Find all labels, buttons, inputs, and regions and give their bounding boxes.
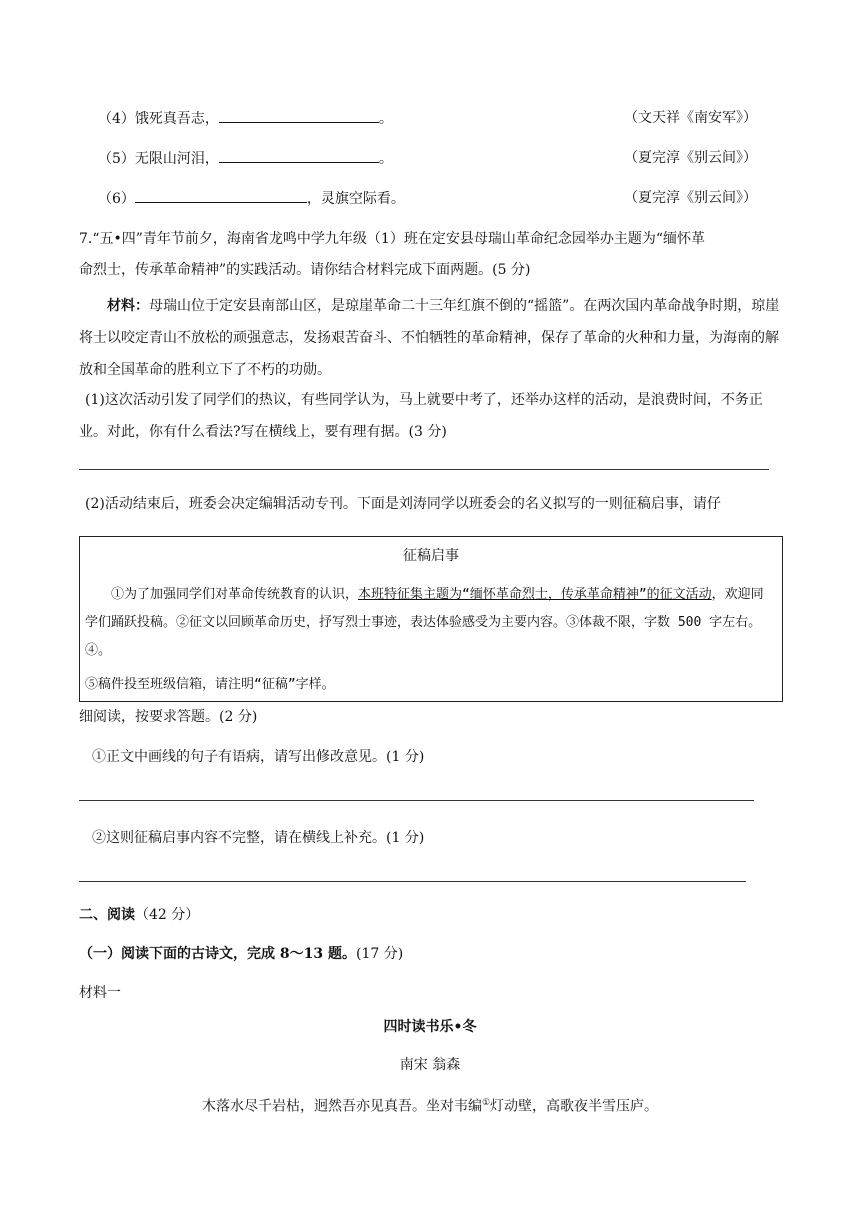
section-score: （42 分） [135, 907, 200, 923]
underlined-sentence: 本班特征集主题为“缅怀革命烈士，传承革命精神”的征文活动 [358, 587, 712, 602]
material-one-label: 材料一 [79, 985, 121, 1001]
item-number: （6） [98, 191, 135, 207]
item-source: （夏完淳《别云间》） [624, 150, 757, 166]
notice-box [79, 536, 783, 702]
answer-blank[interactable] [219, 108, 379, 123]
item-text: 饿死真吾志， [134, 111, 219, 127]
q7-line-2: 命烈士，传承革命精神”的实践活动。请你结合材料完成下面两题。(5 分) [79, 262, 531, 278]
material-text: 母瑞山位于定安县南部山区，是琼崖革命二十三年红旗不倒的“摇篮”。在两次国内革命战争时期，琼崖将士以咬定青山不放松的顽强意志，发扬艰苦奋斗、不怕牺牲的革命精神，保存了革命的火种和力量，为海南的解放和全国革命的胜利立下了不朽的功勋。 [79, 298, 780, 378]
q7-sub2-b: ②这则征稿启事内容不完整，请在横线上补充。(1 分) [92, 830, 425, 846]
answer-blank[interactable] [135, 188, 307, 203]
q7-sub1: (1)这次活动引发了同学们的热议，有些同学认为，马上就要中考了，还举办这样的活动，是浪费时间，不务正业。对此，你有什么看法?写在横线上，要有理有据。(3 分) [79, 392, 763, 440]
item-source: （夏完淳《别云间》） [624, 190, 757, 206]
item-text: 。 [378, 111, 393, 127]
poem-text: 灯动壁，高歌夜半雪压庐。 [490, 1098, 659, 1115]
section-heading [79, 905, 199, 925]
q7-line-1: 7.“五•四”青年节前夕，海南省龙鸣中学九年级（1）班在定安县母瑞山革命纪念园举办主题为“缅怀革 [79, 231, 705, 247]
sub-heading-score: (17 分) [355, 946, 404, 962]
notice-title: 征稿启事 [403, 548, 459, 564]
item-text: 。 [378, 151, 393, 167]
poem-author: 南宋 翁森 [399, 1057, 461, 1073]
notice-paragraph-5: ⑤稿件投至班级信箱，请注明“征稿”字样。 [85, 677, 335, 692]
notice-paragraph-1 [85, 581, 776, 665]
q7-sub2-a: ①正文中画线的句子有语病，请写出修改意见。(1 分) [92, 749, 425, 765]
section-title: 二、阅读 [79, 907, 135, 923]
notice-body [85, 581, 776, 699]
poem-line [0, 1093, 860, 1117]
item-number: （4） [98, 111, 135, 127]
item-text: ，灵旗空际看。 [306, 191, 405, 207]
item-text: 无限山河泪， [134, 151, 219, 167]
q7-sub2-line-1: (2)活动结束后，班委会决定编辑活动专刊。下面是刘涛同学以班委会的名义拟写的一则征稿启事，请仔 [85, 496, 721, 512]
answer-line[interactable] [79, 881, 746, 882]
notice-text: ，欢迎同学们踊跃投稿。②征文以回顾革命历史，抒写烈士事迹，表达体验感受为主要内容。③体裁不限，字数 500 字左右。④。 [85, 587, 764, 658]
fill-item-6 [98, 188, 405, 209]
poem-title: 四时读书乐•冬 [383, 1019, 477, 1035]
poem-text: 木落水尽千岩枯，迥然吾亦见真吾。坐对韦编 [201, 1098, 482, 1115]
material-label: 材料： [107, 298, 149, 314]
answer-line[interactable] [79, 800, 754, 801]
item-number: （5） [98, 151, 135, 167]
material-paragraph [79, 290, 787, 386]
notice-text: ①为了加强同学们对革命传统教育的认识， [111, 587, 359, 602]
fill-item-4 [98, 108, 393, 129]
answer-blank[interactable] [219, 148, 379, 163]
fill-item-5 [98, 148, 393, 169]
answer-line[interactable] [79, 469, 769, 470]
q7-sub2-line-2: 细阅读，按要求答题。(2 分) [79, 709, 258, 725]
sub-heading-text: （一）阅读下面的古诗文，完成 8～13 题。 [79, 946, 356, 962]
footnote-mark: ① [481, 1098, 491, 1108]
item-source: （文天祥《南安军》） [624, 110, 757, 126]
sub-heading [79, 944, 403, 964]
